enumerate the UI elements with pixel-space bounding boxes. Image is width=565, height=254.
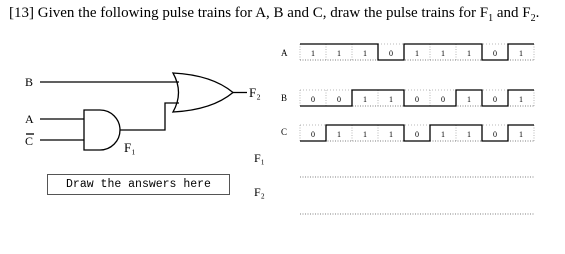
signal-b-bit: 1 bbox=[519, 95, 523, 104]
and-output-wire bbox=[120, 103, 179, 130]
signal-c-label: C bbox=[281, 127, 288, 137]
answer-box bbox=[47, 174, 230, 195]
signal-a-bit: 1 bbox=[415, 49, 419, 58]
f1-subscript: 1 bbox=[488, 13, 494, 24]
signal-a-bit: 1 bbox=[363, 49, 367, 58]
input-b-label: B bbox=[25, 75, 34, 89]
signal-a-bit: 1 bbox=[519, 49, 523, 58]
input-c-label: C bbox=[25, 134, 34, 148]
and-gate bbox=[84, 110, 120, 150]
signal-a-label: A bbox=[281, 48, 288, 58]
signal-c-bit: 1 bbox=[337, 130, 341, 139]
signal-c-bit: 0 bbox=[415, 130, 419, 139]
question-text-end: . bbox=[535, 5, 540, 21]
signal-b-bit: 0 bbox=[441, 95, 445, 104]
signal-a-bit: 1 bbox=[337, 49, 341, 58]
signal-a-bit: 0 bbox=[389, 49, 393, 58]
or-output-label: F₂ bbox=[249, 85, 261, 100]
signal-c-bit: 1 bbox=[363, 130, 367, 139]
signal-c-bit: 1 bbox=[519, 130, 523, 139]
signal-b-bit: 1 bbox=[467, 95, 471, 104]
signal-b-bit: 0 bbox=[415, 95, 419, 104]
signal-b-bit: 0 bbox=[337, 95, 341, 104]
signal-c-bit: 1 bbox=[441, 130, 445, 139]
signal-b-bit: 0 bbox=[311, 95, 315, 104]
or-gate bbox=[173, 73, 233, 112]
f2-subscript: 2 bbox=[530, 13, 536, 24]
signal-b-bit: 1 bbox=[363, 95, 367, 104]
signal-b-bit: 0 bbox=[493, 95, 497, 104]
signal-c-bit: 1 bbox=[467, 130, 471, 139]
question-text-middle: and F bbox=[493, 5, 531, 21]
and-output-label: F₁ bbox=[124, 140, 136, 155]
question-number: [13] bbox=[9, 5, 34, 21]
pulse-trains bbox=[254, 44, 534, 214]
signal-a-bit: 1 bbox=[441, 49, 445, 58]
input-a-label: A bbox=[25, 112, 34, 126]
signal-f1-label: F₁ bbox=[254, 151, 265, 165]
signal-a-bit: 1 bbox=[311, 49, 315, 58]
logic-circuit bbox=[26, 73, 247, 150]
signal-c-bit: 0 bbox=[493, 130, 497, 139]
signal-f2-label: F₂ bbox=[254, 185, 265, 199]
signal-c-bit: 0 bbox=[311, 130, 315, 139]
signal-a-bit: 1 bbox=[467, 49, 471, 58]
signal-c-bit: 1 bbox=[389, 130, 393, 139]
signal-b-label: B bbox=[281, 93, 288, 103]
signal-a-bit: 0 bbox=[493, 49, 497, 58]
question-text: Given the following pulse trains for A, B and C, draw the pulse trains for F bbox=[37, 5, 489, 21]
signal-b-bit: 1 bbox=[389, 95, 393, 104]
answer-box-label: Draw the answers here bbox=[66, 178, 211, 191]
